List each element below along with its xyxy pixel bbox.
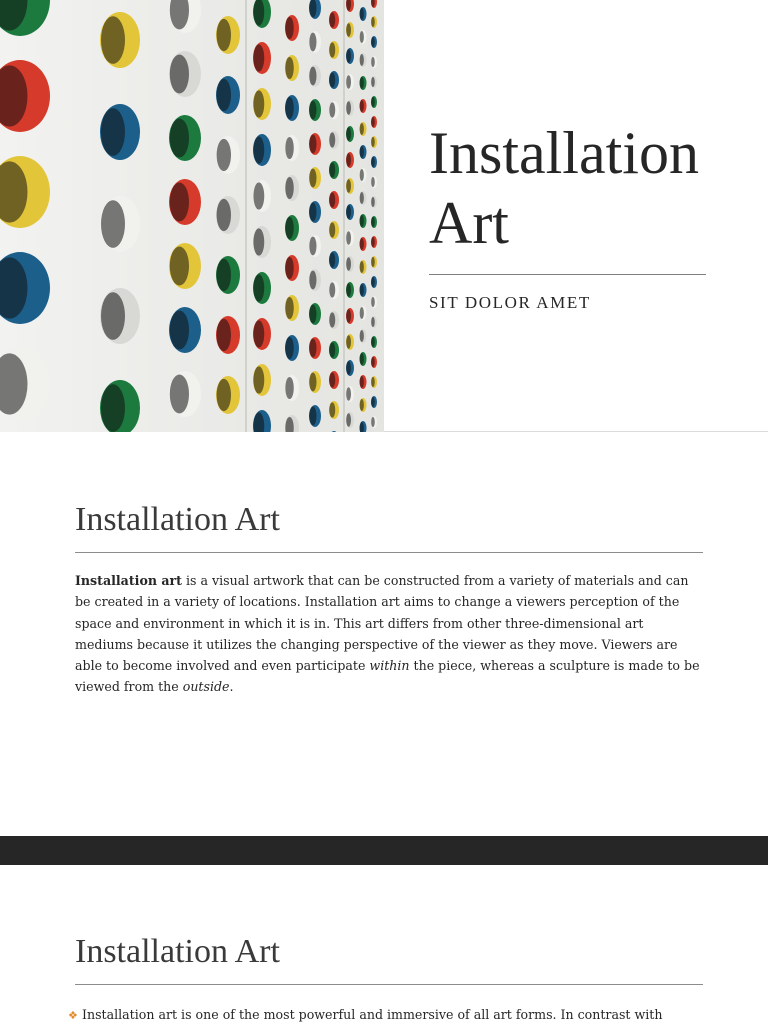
wall-hole-shadow — [170, 310, 189, 349]
wall-hole-shadow — [371, 277, 375, 287]
italic-outside: outside — [182, 679, 230, 695]
wall-hole-shadow — [253, 44, 264, 71]
wall-hole-shadow — [371, 257, 375, 267]
wall-hole-shadow — [329, 342, 335, 357]
wall-hole-shadow — [309, 305, 316, 324]
wall-hole-shadow — [253, 90, 264, 117]
wall-hole-shadow — [101, 384, 125, 432]
wall-hole-shadow — [285, 217, 293, 239]
wall-hole-shadow — [285, 337, 293, 359]
wall-hole-shadow — [253, 136, 264, 163]
wall-hole-shadow — [217, 259, 231, 291]
wall-hole-shadow — [346, 23, 351, 37]
wall-hole-shadow — [101, 108, 125, 156]
wall-hole-shadow — [217, 319, 231, 351]
wall-hole-shadow — [285, 177, 293, 199]
perforated-wall-image — [0, 0, 384, 432]
wall-hole-shadow — [329, 372, 335, 387]
wall-hole-shadow — [371, 357, 375, 367]
wall-hole-shadow — [170, 118, 189, 157]
wall-hole-shadow — [360, 100, 364, 112]
title-slide — [0, 0, 768, 432]
paragraph-end: . — [229, 679, 234, 695]
wall-hole-shadow — [217, 139, 231, 171]
content-slide-1 — [0, 433, 768, 836]
wall-hole-shadow — [101, 16, 125, 64]
wall-hole-shadow — [346, 153, 351, 167]
wall-hole-shadow — [346, 335, 351, 349]
wall-hole-shadow — [371, 57, 375, 67]
wall-hole-shadow — [360, 330, 364, 342]
wall-hole-shadow — [285, 17, 293, 39]
wall-hole-shadow — [371, 177, 375, 187]
paragraph-text-1: is a visual artwork that can be constructed from a variety of materials and can be created in a variety of locations. Installation art aims to change a viewers perception of the space and environment in which it is in. This art differs from other three-dimensional art mediums because it utilizes the changing perspective of the viewer as they move. Viewers are able to become involved and even participate — [75, 573, 689, 674]
bullet-item — [68, 1004, 748, 1024]
wall-hole-shadow — [371, 157, 375, 167]
wall-hole-shadow — [253, 182, 264, 209]
wall-hole-shadow — [371, 17, 375, 27]
wall-hole-shadow — [360, 123, 364, 135]
wall-hole-shadow — [101, 200, 125, 248]
wall-hole-shadow — [346, 205, 351, 219]
wall-hole-shadow — [329, 72, 335, 87]
wall-hole-shadow — [346, 361, 351, 375]
wall-hole-shadow — [217, 199, 231, 231]
wall-hole-shadow — [346, 257, 351, 271]
wall-hole-shadow — [360, 376, 364, 388]
wall-hole-shadow — [309, 237, 316, 256]
wall-hole-shadow — [346, 231, 351, 245]
wall-hole-shadow — [346, 387, 351, 401]
wall-hole-shadow — [346, 179, 351, 193]
wall-hole-shadow — [329, 222, 335, 237]
wall-hole-shadow — [329, 12, 335, 27]
wall-hole-shadow — [309, 373, 316, 392]
wall-hole-shadow — [346, 413, 351, 427]
wall-hole-shadow — [285, 297, 293, 319]
body-paragraph — [75, 570, 705, 698]
wall-hole-shadow — [329, 102, 335, 117]
wall-hole-shadow — [309, 169, 316, 188]
wall-hole-shadow — [360, 169, 364, 181]
title-block — [429, 118, 729, 313]
heading-divider — [75, 984, 703, 985]
wall-hole-shadow — [371, 337, 375, 347]
wall-hole-shadow — [371, 397, 375, 407]
wall-hole-shadow — [371, 377, 375, 387]
wall-hole-shadow — [285, 257, 293, 279]
italic-within: within — [369, 658, 410, 674]
wall-hole-shadow — [371, 77, 375, 87]
slide-title — [429, 118, 729, 258]
wall-hole-shadow — [360, 54, 364, 66]
slide-title-line-2: Art — [429, 190, 509, 256]
wall-hole-shadow — [253, 274, 264, 301]
wall-hole-shadow — [360, 31, 364, 43]
wall-hole-shadow — [285, 97, 293, 119]
wall-hole-shadow — [217, 19, 231, 51]
wall-hole-shadow — [170, 374, 189, 413]
bullet-text: Installation art is one of the most powerful and immersive of all art forms. In contrast with — [82, 1007, 663, 1022]
wall-hole-shadow — [346, 75, 351, 89]
slide-separator-band — [0, 836, 768, 865]
wall-hole-shadow — [371, 317, 375, 327]
wall-hole-shadow — [360, 353, 364, 365]
wall-hole-shadow — [285, 57, 293, 79]
wall-hole-shadow — [371, 297, 375, 307]
slide-subtitle: SIT DOLOR AMET — [429, 293, 591, 312]
wall-hole-shadow — [309, 203, 316, 222]
wall-hole-shadow — [101, 292, 125, 340]
wall-hole-shadow — [217, 379, 231, 411]
wall-hole-shadow — [217, 79, 231, 111]
wall-hole-shadow — [360, 399, 364, 411]
wall-hole-shadow — [371, 97, 375, 107]
wall-hole-shadow — [371, 237, 375, 247]
wall-hole-shadow — [346, 49, 351, 63]
bold-term: Installation art — [75, 573, 182, 588]
perforated-wall-photo — [0, 0, 384, 432]
wall-hole-shadow — [329, 402, 335, 417]
wall-hole-shadow — [170, 54, 189, 93]
wall-hole-shadow — [253, 320, 264, 347]
wall-hole-shadow — [360, 261, 364, 273]
heading-divider — [75, 552, 703, 553]
slide-title-line-1: Installation — [429, 120, 699, 186]
wall-hole-shadow — [329, 162, 335, 177]
content-slide-2 — [0, 865, 768, 1024]
wall-hole-shadow — [285, 137, 293, 159]
wall-hole-shadow — [285, 377, 293, 399]
wall-hole-shadow — [170, 182, 189, 221]
wall-hole-shadow — [309, 67, 316, 86]
wall-hole-shadow — [371, 217, 375, 227]
wall-hole-shadow — [253, 228, 264, 255]
wall-hole-shadow — [360, 146, 364, 158]
wall-hole-shadow — [309, 407, 316, 426]
wall-hole-shadow — [371, 417, 375, 427]
wall-hole-shadow — [360, 192, 364, 204]
wall-hole-shadow — [253, 366, 264, 393]
paragraph-text-2: the piece, whereas a sculpture is made to be viewed from the — [75, 658, 700, 695]
wall-hole-shadow — [329, 42, 335, 57]
wall-hole-shadow — [309, 101, 316, 120]
wall-hole-shadow — [371, 137, 375, 147]
wall-hole-shadow — [360, 77, 364, 89]
wall-hole-shadow — [360, 238, 364, 250]
wall-hole-shadow — [346, 127, 351, 141]
wall-hole-shadow — [371, 197, 375, 207]
wall-hole-shadow — [329, 192, 335, 207]
wall-hole-shadow — [371, 37, 375, 47]
wall-hole-shadow — [309, 271, 316, 290]
wall-hole-shadow — [346, 309, 351, 323]
wall-hole-shadow — [329, 252, 335, 267]
diamond-bullet-icon: ❖ — [68, 1009, 78, 1022]
wall-hole-shadow — [309, 339, 316, 358]
wall-hole-shadow — [360, 215, 364, 227]
wall-hole-shadow — [309, 135, 316, 154]
slide-heading: Installation Art — [75, 501, 280, 538]
wall-hole-shadow — [309, 33, 316, 52]
slide-heading: Installation Art — [75, 933, 280, 970]
wall-hole-shadow — [329, 282, 335, 297]
wall-hole-shadow — [329, 132, 335, 147]
wall-hole-shadow — [360, 284, 364, 296]
wall-hole-shadow — [346, 101, 351, 115]
wall-hole-shadow — [360, 307, 364, 319]
title-divider — [429, 274, 706, 275]
wall-hole-shadow — [346, 283, 351, 297]
wall-hole-shadow — [371, 117, 375, 127]
wall-hole-shadow — [329, 312, 335, 327]
wall-hole-shadow — [170, 246, 189, 285]
wall-hole-shadow — [360, 8, 364, 20]
